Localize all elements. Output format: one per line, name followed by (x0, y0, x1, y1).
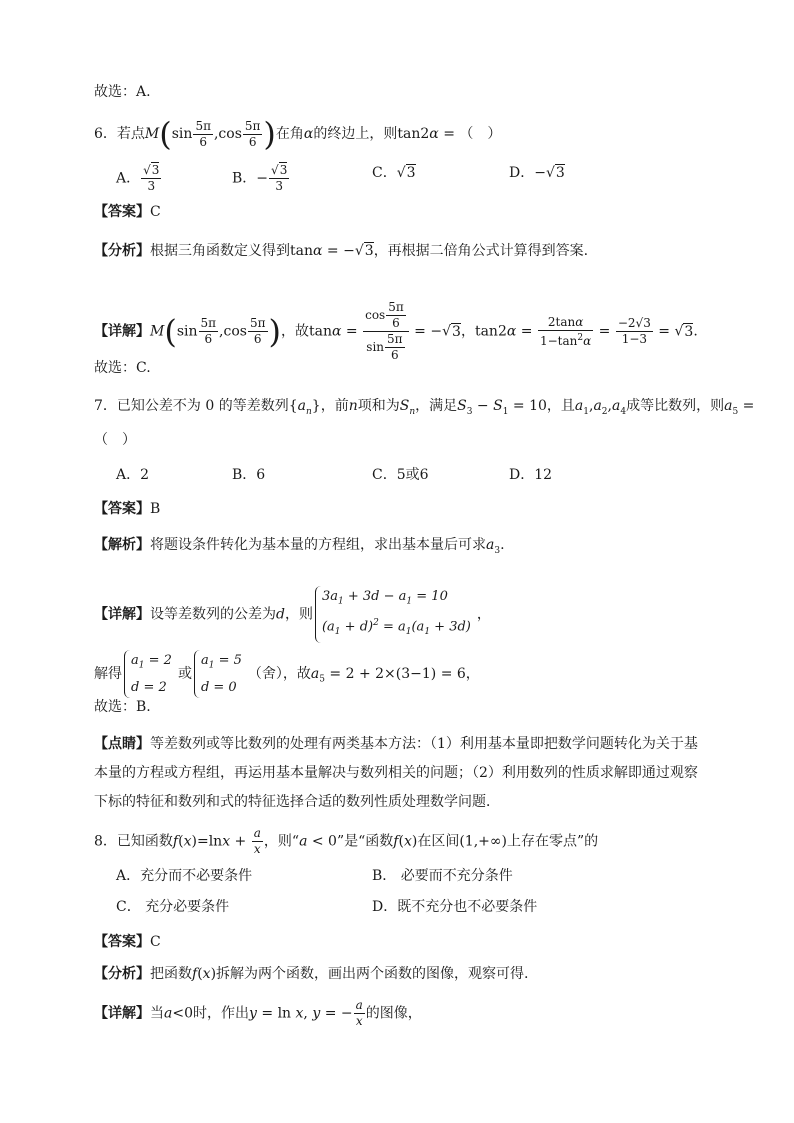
detail-line: 解得 $a_1 = 2$ d = 2 或 $a_1 = 5$ d = 0 （舍），故$a_5 = 2 + 2\times(3-1) = 6$， (94, 650, 480, 698)
option-b: B．− $\frac{√3}{3}$ (232, 163, 288, 193)
comment-line: 【点睛】等差数列或等比数列的处理有两类基本方法：（1）利用基本量即把数学问题转化为关于基 (94, 736, 698, 752)
comment-line: 本量的方程或方程组，再运用基本量解决与数列相关的问题；（2）利用数列的性质求解即通过观察 (94, 765, 698, 781)
option-d: D．−√3 (509, 165, 565, 181)
analysis-line: 【分析】根据三角函数定义得到tanα = −√3，再根据二倍角公式计算得到答案. (94, 243, 589, 259)
option-b: B． 必要而不充分条件 (372, 868, 513, 884)
option-b: B．6 (232, 467, 266, 483)
solution-line: 【解析】将题设条件转化为基本量的方程组，求出基本量后可求$a_3$. (94, 537, 505, 556)
option-c: C．√3 (372, 165, 416, 181)
detail-line: 【详解】M(sin $\frac{5\pi}{6}$ ,cos $\frac{5\pi}{6}$ )，故tanα = cos $\frac{5\pi}{6}$ sin $\frac{5\pi}{6}$ = −√3，tan2α = $\frac{2\tan\alpha}{1-\tan^2\alpha}$ = $\frac{-2√3}{1-3}$ = √3. (94, 300, 698, 362)
detail-line: 【详解】当a<0时，作出y = ln x, y = − $\frac{a}{x}$ 的图像， (94, 998, 422, 1028)
text-line: 故选：C. (94, 360, 151, 376)
text-line: 故选：A. (94, 84, 151, 100)
question-8-stem: 8．已知函数f(x)=lnx + $\frac{a}{x}$ ，则“a < 0”是“函数f(x)在区间(1,+∞)上存在零点”的 (94, 826, 599, 856)
answer-line: 【答案】C (94, 204, 161, 220)
option-a: A．2 (116, 467, 150, 483)
option-c: C． 充分必要条件 (116, 899, 230, 915)
option-d: D．12 (509, 467, 553, 483)
option-a: A． $\frac{√3}{3}$ (116, 163, 160, 193)
analysis-line: 【分析】把函数f(x)拆解为两个函数，画出两个函数的图像，观察可得. (94, 966, 529, 982)
text-line: 故选：B. (94, 699, 151, 715)
option-c: C．5或6 (372, 467, 429, 483)
comment-line: 下标的特征和数列和式的特征选择合适的数列性质处理数学问题． (94, 794, 500, 810)
answer-line: 【答案】B (94, 501, 161, 517)
question-7-paren: （ ） (94, 432, 136, 448)
option-a: A．充分而不必要条件 (116, 868, 253, 884)
question-6-stem: 6．若点M(sin $\frac{5\pi}{6}$ ,cos $\frac{5\pi}{6}$ )在角α的终边上，则tan2α = （ ） (94, 115, 502, 153)
option-d: D．既不充分也不必要条件 (372, 899, 538, 915)
question-7-stem: 7．已知公差不为 0 的等差数列$\{a_n\}$，前n项和为$S_n$，满足$S_3 - S_1 = 10$，且$a_1,a_2,a_4$成等比数列，则$a_5$ = (94, 398, 755, 417)
detail-line: 【详解】设等差数列的公差为d，则 $3a_1 + 3d - a_1 = 10$ $(a_1 + d)^2 = a_1(a_1 + 3d)$ ， (94, 586, 491, 643)
answer-line: 【答案】C (94, 934, 161, 950)
